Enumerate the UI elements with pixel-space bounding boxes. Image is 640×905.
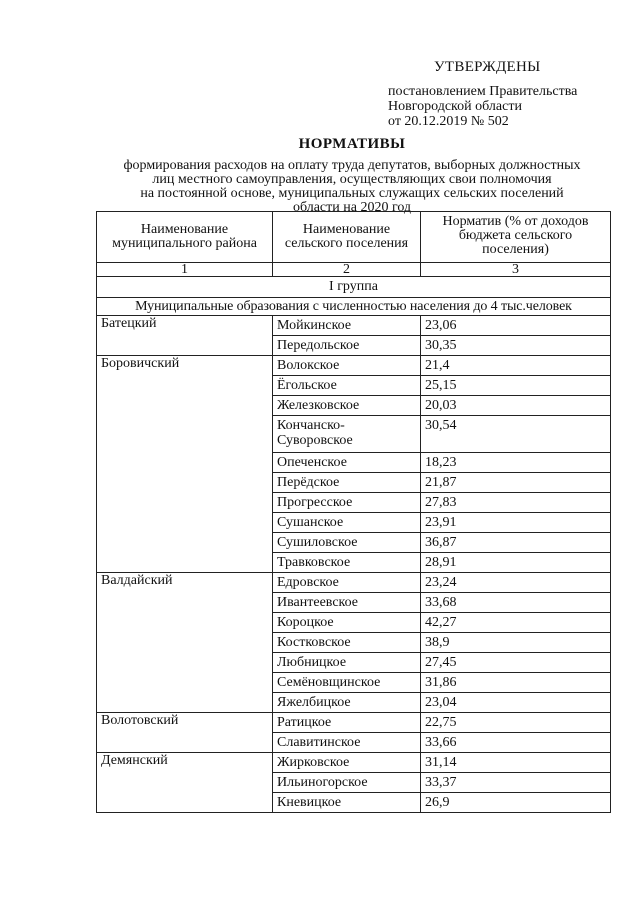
table-row (97, 356, 611, 376)
document-subtitle (96, 159, 608, 215)
settlement-name: Костковское (273, 633, 421, 653)
settlement-name: Мойкинское (273, 316, 421, 336)
norm-value: 28,91 (421, 553, 611, 573)
settlement-name: Жирковское (273, 753, 421, 773)
header-settlement: Наименование сельского поселения (273, 212, 421, 263)
district-name: Батецкий (97, 316, 273, 356)
column-number: 2 (273, 263, 421, 277)
norm-value: 22,75 (421, 713, 611, 733)
group-row (97, 277, 611, 298)
settlement-name: Ильиногорское (273, 773, 421, 793)
norm-value: 21,87 (421, 473, 611, 493)
norm-value: 38,9 (421, 633, 611, 653)
settlement-name: Семёновщинское (273, 673, 421, 693)
subtitle-line: области на 2020 год (292, 200, 412, 215)
district-name: Боровичский (97, 356, 273, 573)
column-number: 3 (421, 263, 611, 277)
district-name: Демянский (97, 753, 273, 813)
group-label: I группа (97, 277, 611, 298)
settlement-name: Опеченское (273, 453, 421, 473)
norm-value: 31,14 (421, 753, 611, 773)
subtitle-line: формирования расходов на оплату труда депутатов, выборных должностных (123, 158, 581, 173)
subtitle-line: лиц местного самоуправления, осуществляющих свои полномочия (152, 172, 552, 187)
norm-value: 27,83 (421, 493, 611, 513)
settlement-name: Передольское (273, 336, 421, 356)
approval-block (388, 60, 628, 129)
settlement-name: Перёдское (273, 473, 421, 493)
settlement-name: Сушиловское (273, 533, 421, 553)
column-number-row (97, 263, 611, 277)
settlement-name: Прогресское (273, 493, 421, 513)
document-title-block (96, 136, 608, 215)
approval-heading: УТВЕРЖДЕНЫ (434, 59, 541, 75)
norm-value: 23,04 (421, 693, 611, 713)
approval-line: от 20.12.2019 № 502 (388, 114, 509, 129)
norm-value: 36,87 (421, 533, 611, 553)
settlement-name: Волокское (273, 356, 421, 376)
district-name: Волотовский (97, 713, 273, 753)
norm-value: 42,27 (421, 613, 611, 633)
group-condition: Муниципальные образования с численностью населения до 4 тыс.человек (97, 298, 611, 316)
settlement-name: Ёгольское (273, 376, 421, 396)
approval-line: Новгородской области (388, 99, 522, 114)
norm-value: 23,06 (421, 316, 611, 336)
norm-value: 33,68 (421, 593, 611, 613)
settlement-name: Травковское (273, 553, 421, 573)
norm-value: 26,9 (421, 793, 611, 813)
settlement-name: Сушанское (273, 513, 421, 533)
column-number: 1 (97, 263, 273, 277)
approval-line: постановлением Правительства (388, 84, 578, 99)
table-row (97, 753, 611, 773)
settlement-name: Железковское (273, 396, 421, 416)
norm-value: 25,15 (421, 376, 611, 396)
norm-value: 31,86 (421, 673, 611, 693)
norm-value: 23,24 (421, 573, 611, 593)
subtitle-line: на постоянной основе, муниципальных служащих сельских поселений (140, 186, 564, 201)
norm-value: 30,54 (421, 416, 611, 453)
norm-value: 30,35 (421, 336, 611, 356)
header-norm: Норматив (% от доходов бюджета сельского поселения) (421, 212, 611, 263)
settlement-name: Яжелбицкое (273, 693, 421, 713)
table-row (97, 316, 611, 336)
norm-value: 33,37 (421, 773, 611, 793)
settlement-name: Ивантеевское (273, 593, 421, 613)
settlement-name: Любницкое (273, 653, 421, 673)
settlement-name: Ратицкое (273, 713, 421, 733)
district-name: Валдайский (97, 573, 273, 713)
norm-value: 21,4 (421, 356, 611, 376)
table-row (97, 713, 611, 733)
norm-value: 27,45 (421, 653, 611, 673)
table-header-row (97, 212, 611, 263)
group-condition-row (97, 298, 611, 316)
table-row (97, 573, 611, 593)
norm-value: 20,03 (421, 396, 611, 416)
header-district: Наименование муниципального района (97, 212, 273, 263)
settlement-name: Кневицкое (273, 793, 421, 813)
settlement-name: Короцкое (273, 613, 421, 633)
norm-value: 18,23 (421, 453, 611, 473)
settlement-name: Кончанско-Суворовское (273, 416, 421, 453)
norms-table (96, 211, 611, 813)
settlement-name: Едровское (273, 573, 421, 593)
norm-value: 23,91 (421, 513, 611, 533)
document-title: НОРМАТИВЫ (298, 136, 406, 152)
norm-value: 33,66 (421, 733, 611, 753)
settlement-name: Славитинское (273, 733, 421, 753)
